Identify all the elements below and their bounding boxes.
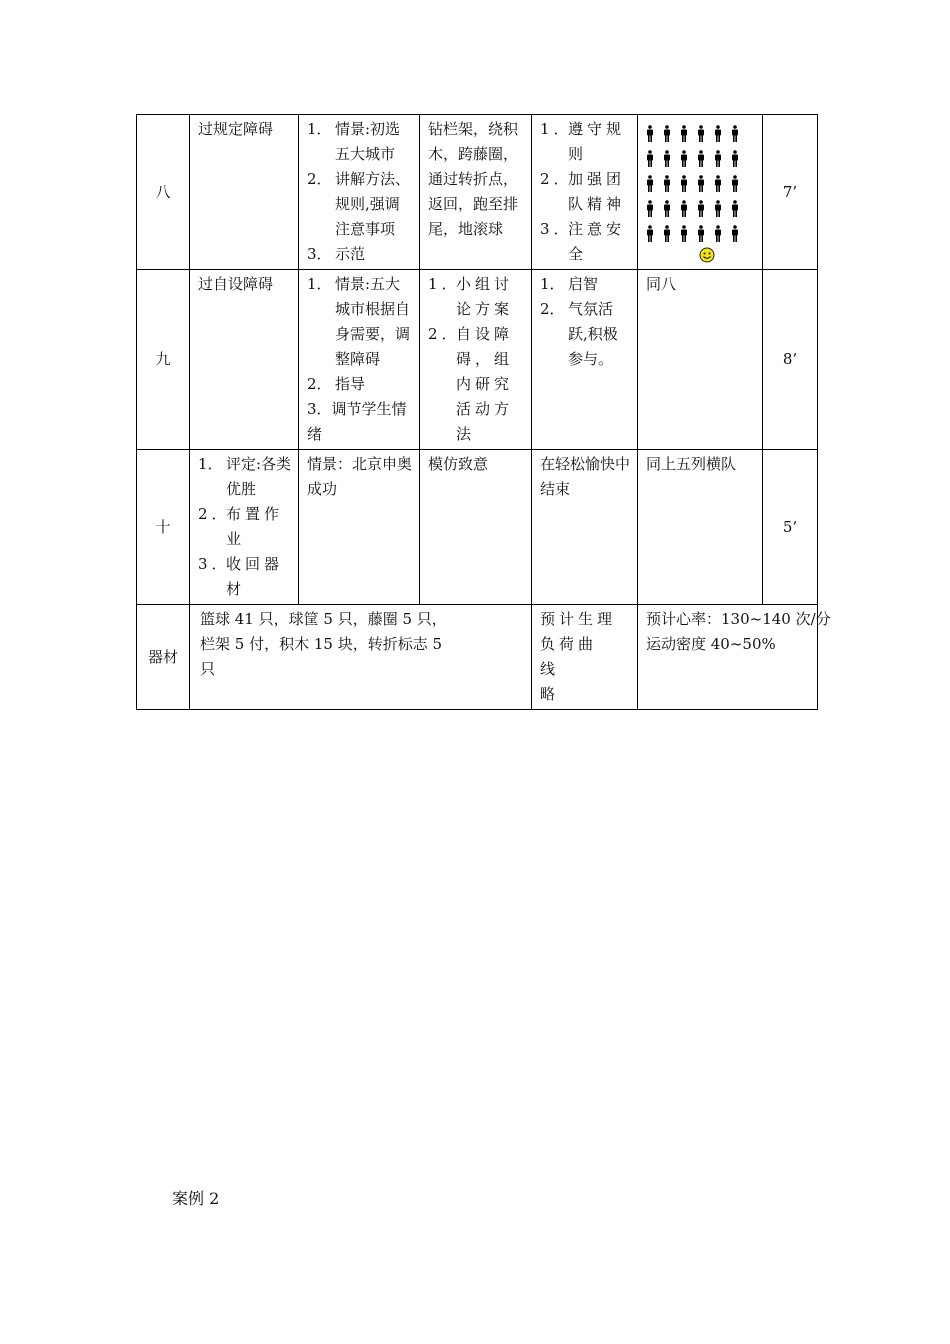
formation-row bbox=[646, 146, 762, 171]
person-icon bbox=[714, 225, 722, 242]
row-number: 十 bbox=[137, 450, 190, 605]
person-icon bbox=[663, 225, 671, 242]
person-icon bbox=[697, 200, 705, 217]
content-cell: 过规定障碍 bbox=[190, 115, 299, 270]
row-number: 八 bbox=[137, 115, 190, 270]
list-item: 1． 小组讨论方案 bbox=[428, 275, 514, 318]
formation-diagram bbox=[646, 121, 762, 246]
person-icon bbox=[680, 150, 688, 167]
equipment-list: 篮球 41 只，球筐 5 只，藤圈 5 只， 栏架 5 付，积木 15 块，转折标志 5 只 bbox=[190, 605, 532, 710]
person-icon bbox=[680, 200, 688, 217]
student-activity-cell: 钻栏架，绕积木，跨藤圈，通过转折点，返回，跑至排尾，地滚球 bbox=[420, 115, 532, 270]
equipment-label: 器材 bbox=[137, 605, 190, 710]
list-item: 1． 评定:各类优胜 bbox=[198, 455, 292, 498]
list-item: 2． 气氛活跃,积极参与。 bbox=[540, 300, 618, 368]
formation-row bbox=[646, 171, 762, 196]
person-icon bbox=[731, 150, 739, 167]
formation-row bbox=[646, 221, 762, 246]
list-item: 3． 注意安全 bbox=[540, 220, 626, 263]
person-icon bbox=[646, 200, 654, 217]
formation-cell: 同八 bbox=[638, 270, 763, 450]
person-icon bbox=[714, 125, 722, 142]
list-item: 2． 讲解方法、规则,强调注意事项 bbox=[307, 170, 411, 238]
list-item: 3．调节学生情绪 bbox=[307, 400, 407, 443]
person-icon bbox=[697, 150, 705, 167]
smiley-icon bbox=[699, 247, 715, 263]
formation-cell: 同上五列横队 bbox=[638, 450, 763, 605]
case-caption: 案例 2 bbox=[172, 1189, 220, 1208]
person-icon bbox=[697, 225, 705, 242]
lesson-plan-table bbox=[136, 114, 831, 710]
list-item: 2． 指导 bbox=[307, 375, 366, 393]
list-item: 2． 布置作业 bbox=[198, 505, 284, 548]
person-icon bbox=[714, 150, 722, 167]
person-icon bbox=[697, 125, 705, 142]
time-cell: 8’ bbox=[763, 270, 818, 450]
student-activity-cell: 模仿致意 bbox=[420, 450, 532, 605]
person-icon bbox=[680, 125, 688, 142]
goals-cell bbox=[532, 115, 638, 270]
content-cell: 过自设障碍 bbox=[190, 270, 299, 450]
person-icon bbox=[646, 175, 654, 192]
person-icon bbox=[680, 225, 688, 242]
person-icon bbox=[663, 150, 671, 167]
list-item: 1． 遵守规则 bbox=[540, 120, 626, 163]
formation-row bbox=[646, 121, 762, 146]
teacher-activity-cell bbox=[299, 270, 420, 450]
list-item: 2． 加强团队精神 bbox=[540, 170, 626, 213]
person-icon bbox=[663, 175, 671, 192]
person-icon bbox=[680, 175, 688, 192]
load-curve-cell: 预计生理负荷曲 线 略 bbox=[532, 605, 638, 710]
formation-row bbox=[646, 196, 762, 221]
person-icon bbox=[663, 125, 671, 142]
heart-rate-cell: 预计心率：130~140 次/分 运动密度 40~50% bbox=[638, 605, 818, 710]
list-item: 3． 收回器材 bbox=[198, 555, 284, 598]
person-icon bbox=[731, 225, 739, 242]
person-icon bbox=[646, 225, 654, 242]
person-icon bbox=[697, 175, 705, 192]
time-cell: 7’ bbox=[763, 115, 818, 270]
list-item: 1． 启智 bbox=[540, 275, 599, 293]
person-icon bbox=[646, 150, 654, 167]
person-icon bbox=[731, 175, 739, 192]
row-number: 九 bbox=[137, 270, 190, 450]
teacher-activity-cell: 情景：北京申奥成功 bbox=[299, 450, 420, 605]
content-cell bbox=[190, 450, 299, 605]
table-row bbox=[137, 115, 818, 270]
teacher-activity-cell bbox=[299, 115, 420, 270]
person-icon bbox=[714, 200, 722, 217]
person-icon bbox=[731, 125, 739, 142]
goals-cell bbox=[532, 270, 638, 450]
time-cell: 5’ bbox=[763, 450, 818, 605]
person-icon bbox=[663, 200, 671, 217]
person-icon bbox=[714, 175, 722, 192]
student-activity-cell bbox=[420, 270, 532, 450]
formation-diagram-cell bbox=[638, 115, 763, 270]
list-item: 2． 自设障碍，组内研究活动方法 bbox=[428, 325, 514, 443]
list-item: 1． 情景:初选五大城市 bbox=[307, 120, 401, 163]
list-item: 3． 示范 bbox=[307, 245, 366, 263]
list-item: 1． 情景:五大城市根据自身需要，调整障碍 bbox=[307, 275, 411, 368]
table-row bbox=[137, 450, 818, 605]
table-row bbox=[137, 605, 818, 710]
person-icon bbox=[646, 125, 654, 142]
table-row bbox=[137, 270, 818, 450]
goals-cell: 在轻松愉快中结束 bbox=[532, 450, 638, 605]
person-icon bbox=[731, 200, 739, 217]
